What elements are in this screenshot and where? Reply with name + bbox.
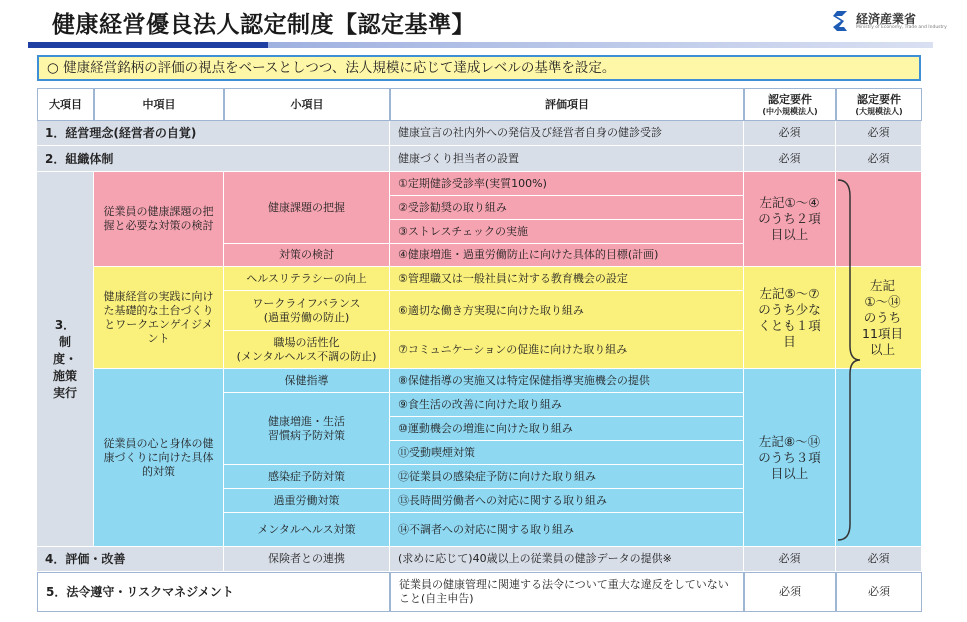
row4-major: 4．評価・改善 xyxy=(37,547,224,572)
summary-note: ○ 健康経営銘柄の評価の視点をベースとしつつ、法人規模に応じて達成レベルの基準を設定。 xyxy=(37,55,921,81)
row4-req-large: 必須 xyxy=(836,547,922,572)
row4-eval: (求めに応じて)40歳以上の従業員の健診データの提供※ xyxy=(390,547,744,572)
section-c-minor-5: メンタルヘルス対策 xyxy=(224,513,390,547)
header-minor: 小項目 xyxy=(224,88,390,121)
eval-item-7: ⑦コミュニケーションの促進に向けた取り組み xyxy=(390,331,744,369)
section-c-minor-4: 過重労働対策 xyxy=(224,489,390,513)
section-a-middle: 従業員の健康課題の把握と必要な対策の検討 xyxy=(94,172,224,267)
eval-item-8: ⑧保健指導の実施又は特定保健指導実施機会の提供 xyxy=(390,369,744,393)
eval-item-4: ④健康増進・過重労働防止に向けた具体的目標(計画) xyxy=(390,244,744,267)
section-c-middle: 従業員の心と身体の健康づくりに向けた具体的対策 xyxy=(94,369,224,547)
section-b-middle: 健康経営の実践に向けた基礎的な土台づくりとワークエンゲイジメント xyxy=(94,267,224,369)
row1-major: 1．経営理念(経営者の自覚) xyxy=(37,121,390,146)
header-bar-dark xyxy=(28,42,268,48)
section-a-req-large xyxy=(836,172,922,267)
header-req-small xyxy=(744,88,836,121)
row2-major: 2．組織体制 xyxy=(37,146,390,172)
section-a-minor-2: 対策の検討 xyxy=(224,244,390,267)
header-middle: 中項目 xyxy=(94,88,224,121)
section-c-req-large xyxy=(836,369,922,547)
section-b-minor-3-line1: 職場の活性化 xyxy=(273,335,340,349)
eval-item-10: ⑩運動機会の増進に向けた取り組み xyxy=(390,417,744,441)
row1-req-small: 必須 xyxy=(744,121,836,146)
row5-req-large: 必須 xyxy=(836,572,922,612)
meti-logo-icon xyxy=(830,8,852,34)
eval-item-13: ⑬長時間労働者への対応に関する取り組み xyxy=(390,489,744,513)
row2-req-large: 必須 xyxy=(836,146,922,172)
row1-req-large: 必須 xyxy=(836,121,922,146)
eval-item-6: ⑥適切な働き方実現に向けた取り組み xyxy=(390,291,744,331)
eval-item-11: ⑪受動喫煙対策 xyxy=(390,441,744,465)
logo-text: 経済産業省 xyxy=(856,12,917,26)
section-b-minor-3-line2: (メンタルヘルス不調の防止) xyxy=(236,349,377,363)
section-b-minor-1: ヘルスリテラシーの向上 xyxy=(224,267,390,291)
section-b-minor-3 xyxy=(224,331,390,369)
section-c-req-small: 左記⑧〜⑭のうち３項目以上 xyxy=(744,369,836,547)
section-c-minor-1: 保健指導 xyxy=(224,369,390,393)
header-eval: 評価項目 xyxy=(390,88,744,121)
row5-major: 5．法令遵守・リスクマネジメント xyxy=(37,572,390,612)
row2-eval: 健康づくり担当者の設置 xyxy=(390,146,744,172)
eval-item-1: ①定期健診受診率(実質100%) xyxy=(390,172,744,196)
section-a-minor-1: 健康課題の把握 xyxy=(224,172,390,244)
eval-item-9: ⑨食生活の改善に向けた取り組み xyxy=(390,393,744,417)
section-b-minor-2 xyxy=(224,291,390,331)
eval-item-5: ⑤管理職又は一般社員に対する教育機会の設定 xyxy=(390,267,744,291)
header-req-large-label: 認定要件 xyxy=(857,92,901,106)
eval-item-3: ③ストレスチェックの実施 xyxy=(390,220,744,244)
eval-item-14: ⑭不調者への対応に関する取り組み xyxy=(390,513,744,547)
large-req-total: 左記①〜⑭のうち11項目以上 xyxy=(836,267,922,369)
header-bar-light xyxy=(268,42,933,48)
section-b-minor-2-line1: ワークライフバランス xyxy=(252,296,361,310)
header-major: 大項目 xyxy=(37,88,94,121)
eval-item-12: ⑫従業員の感染症予防に向けた取り組み xyxy=(390,465,744,489)
row4-req-small: 必須 xyxy=(744,547,836,572)
section-c-minor-3: 感染症予防対策 xyxy=(224,465,390,489)
header-req-large-sub: (大規模法人) xyxy=(855,106,903,116)
row4-minor: 保険者との連携 xyxy=(224,547,390,572)
section-b-minor-2-line2: (過重労働の防止) xyxy=(263,310,350,324)
row3-major: 3．制度・施策実行 xyxy=(37,172,94,547)
header-req-small-label: 認定要件 xyxy=(768,92,812,106)
row1-eval: 健康宣言の社内外への発信及び経営者自身の健診受診 xyxy=(390,121,744,146)
row2-req-small: 必須 xyxy=(744,146,836,172)
header-req-large xyxy=(836,88,922,121)
section-a-req-small: 左記①〜④のうち２項目以上 xyxy=(744,172,836,267)
logo-subtext: Ministry of Economy, Trade and Industry xyxy=(856,25,947,30)
row5-req-small: 必須 xyxy=(744,572,836,612)
header-req-small-sub: (中小規模法人) xyxy=(762,106,818,116)
row5-eval: 従業員の健康管理に関連する法令について重大な違反をしていないこと(自主申告) xyxy=(390,572,744,612)
section-c-minor-2: 健康増進・生活習慣病予防対策 xyxy=(224,393,390,465)
eval-item-2: ②受診勧奨の取り組み xyxy=(390,196,744,220)
section-b-req-small: 左記⑤〜⑦のうち少なくとも１項目 xyxy=(744,267,836,369)
ministry-logo xyxy=(830,8,947,36)
page-title: 健康経営優良法人認定制度【認定基準】 xyxy=(52,12,475,38)
